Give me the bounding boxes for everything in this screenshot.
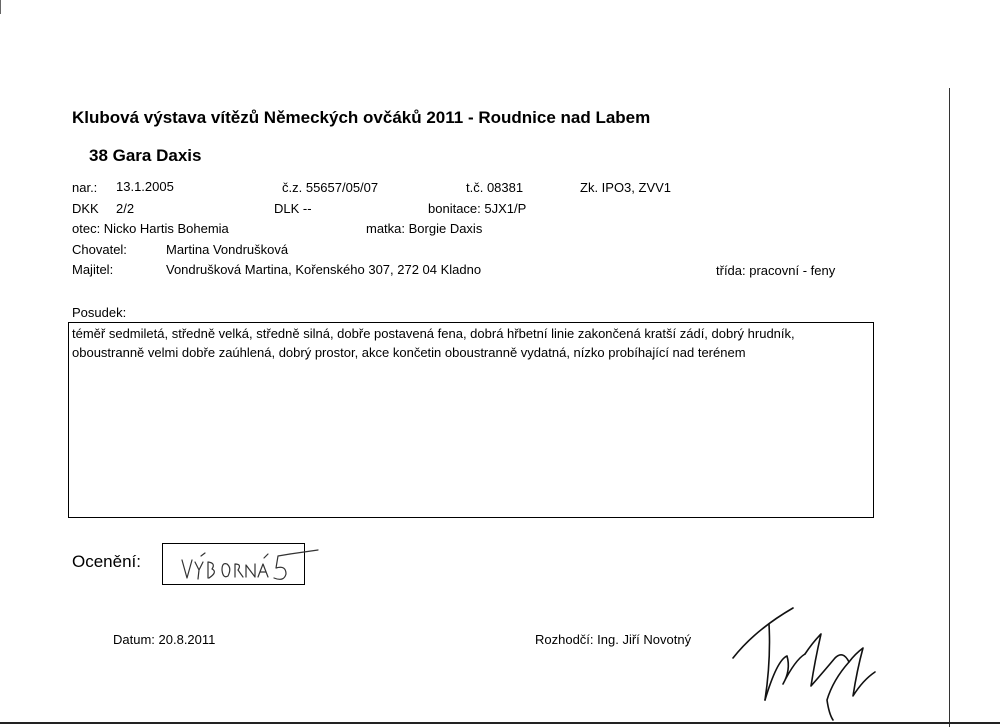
assessment-label: Posudek: — [72, 305, 127, 320]
scan-edge-right — [949, 88, 950, 727]
judge-signature — [725, 600, 885, 722]
assessment-text: téměř sedmiletá, středně velká, středně silná, dobře postavená fena, dobrá hřbetní linie zakončená kratší zádí, dobrý hrudník, oboustranně velmi dobře zaúhlená, dobrý prostor, akce končetin oboustranně vydatná, nízko probíhající nad terénem — [72, 326, 795, 360]
breeder-label: Chovatel: — [72, 242, 127, 257]
rating-label: Ocenění: — [72, 552, 141, 571]
owner-label: Majitel: — [72, 262, 114, 277]
owner-value: Vondrušková Martina, Kořenského 307, 272 04 Kladno — [166, 262, 482, 277]
exams: Zk. IPO3, ZVV1 — [580, 180, 672, 195]
class: třída: pracovní - feny — [716, 263, 836, 278]
dog-name: 38 Gara Daxis — [89, 146, 202, 165]
dkk-label: DKK — [72, 201, 99, 216]
breeder-value: Martina Vondrušková — [166, 242, 289, 257]
dkk-value: 2/2 — [116, 201, 135, 216]
dlk: DLK -- — [274, 201, 312, 216]
birth-label: nar.: — [72, 180, 98, 195]
tattoo-number: t.č. 08381 — [466, 180, 524, 195]
date: Datum: 20.8.2011 — [113, 632, 216, 647]
judge: Rozhodčí: Ing. Jiří Novotný — [535, 632, 692, 647]
assessment-box — [68, 322, 874, 518]
dam: matka: Borgie Daxis — [366, 221, 483, 236]
bonitace: bonitace: 5JX1/P — [428, 201, 527, 216]
scan-edge-mark — [0, 0, 1, 14]
scan-edge-bottom — [0, 722, 1000, 724]
handwritten-rating — [178, 548, 328, 588]
birth-value: 13.1.2005 — [116, 179, 174, 194]
page-title: Klubová výstava vítězů Německých ovčáků 2011 - Roudnice nad Labem — [72, 108, 651, 127]
studbook-number: č.z. 55657/05/07 — [282, 180, 379, 195]
sire: otec: Nicko Hartis Bohemia — [72, 221, 229, 236]
